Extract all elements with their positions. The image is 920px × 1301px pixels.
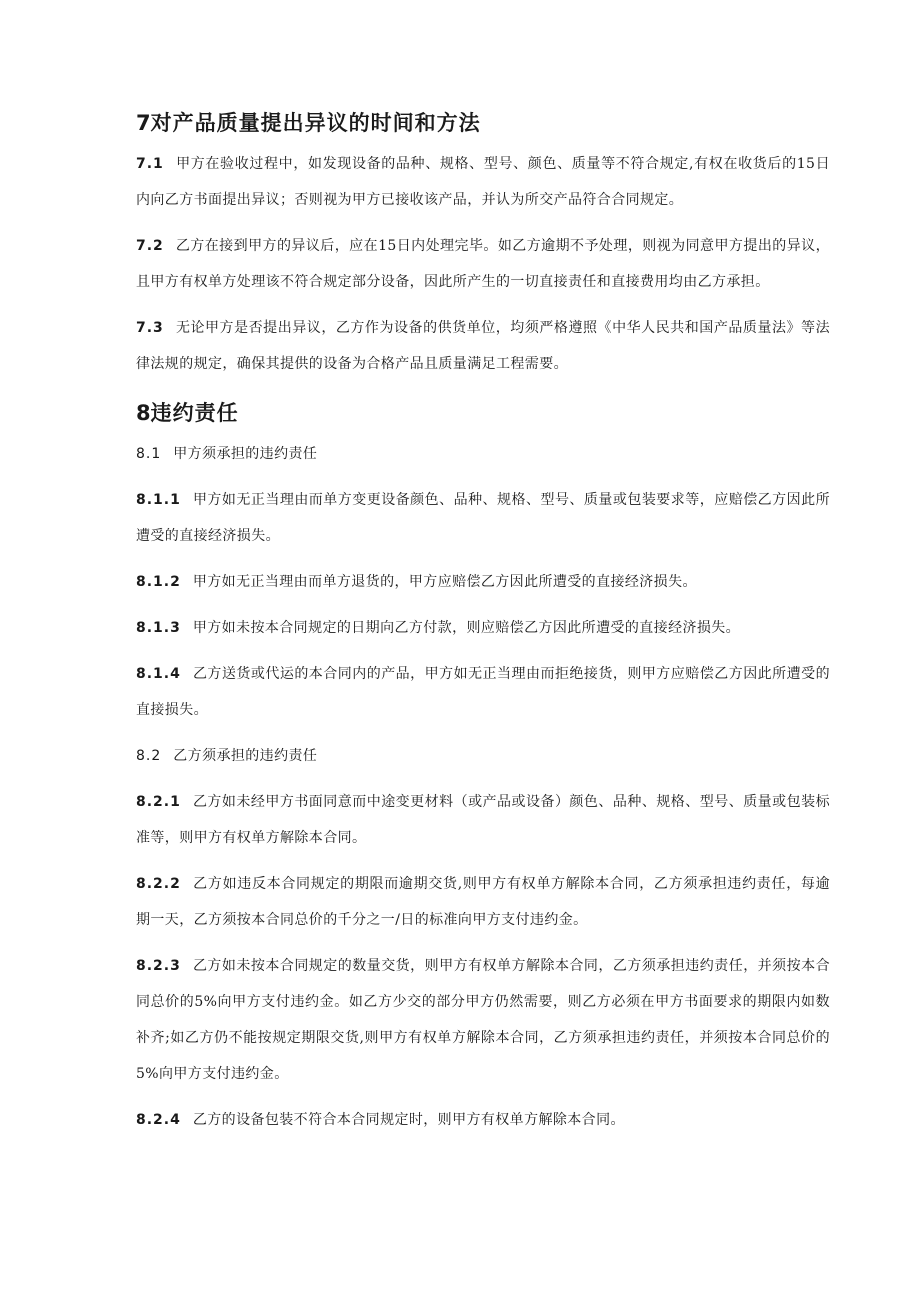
clause-8-1-4 — [136, 656, 830, 728]
clause-text: 甲方如无正当理由而单方退货的，甲方应赔偿乙方因此所遭受的直接经济损失。 — [192, 574, 697, 590]
clause-text: 乙方送货或代运的本合同内的产品，甲方如无正当理由而拒绝接货，则甲方应赔偿乙方因此所遭受的直接损失。 — [136, 666, 830, 718]
section-title: 违约责任 — [150, 400, 239, 425]
clause-number: 8.2.4 — [136, 1112, 181, 1128]
clause-number: 7.1 — [136, 156, 164, 172]
clause-text: 乙方如违反本合同规定的期限而逾期交货,则甲方有权单方解除本合同，乙方须承担违约责任，每逾期一天，乙方须按本合同总价的千分之一/日的标准向甲方支付违约金。 — [136, 876, 830, 928]
section-7-heading — [136, 108, 830, 138]
section-8-heading — [136, 398, 830, 428]
subsection-number: 8.1 — [136, 446, 162, 462]
clause-number: 8.1.2 — [136, 574, 181, 590]
clause-number: 7.3 — [136, 320, 164, 336]
clause-8-2-4 — [136, 1102, 830, 1138]
document-content — [136, 108, 830, 1138]
clause-number: 8.2.3 — [136, 958, 181, 974]
clause-text: 甲方在验收过程中，如发现设备的品种、规格、型号、颜色、质量等不符合规定,有权在收货后的15日内向乙方书面提出异议；否则视为甲方已接收该产品，并认为所交产品符合合同规定。 — [136, 156, 830, 208]
clause-number: 8.1.1 — [136, 492, 181, 508]
section-number: 8 — [136, 401, 151, 425]
subsection-number: 8.2 — [136, 748, 162, 764]
section-number: 7 — [136, 111, 151, 135]
clause-number: 8.2.1 — [136, 794, 181, 810]
clause-7-1 — [136, 146, 830, 218]
clause-text: 乙方如未按本合同规定的数量交货，则甲方有权单方解除本合同，乙方须承担违约责任，并须按本合同总价的5%向甲方支付违约金。如乙方少交的部分甲方仍然需要，则乙方必须在甲方书面要求的期限内如数补齐;如乙方仍不能按规定期限交货,则甲方有权单方解除本合同，乙方须承担违约责任，并须按本合同总价的5%向甲方支付违约金。 — [136, 958, 830, 1082]
clause-number: 8.1.4 — [136, 666, 181, 682]
clause-8-1-1 — [136, 482, 830, 554]
clause-number: 8.2.2 — [136, 876, 181, 892]
clause-8-1-2 — [136, 564, 830, 600]
clause-7-2 — [136, 228, 830, 300]
clause-8-2-3 — [136, 948, 830, 1092]
subsection-title: 乙方须承担的违约责任 — [173, 748, 318, 764]
clause-text: 乙方的设备包装不符合本合同规定时，则甲方有权单方解除本合同。 — [192, 1112, 625, 1128]
clause-text: 乙方在接到甲方的异议后，应在15日内处理完毕。如乙方逾期不予处理，则视为同意甲方提出的异议，且甲方有权单方处理该不符合规定部分设备，因此所产生的一切直接责任和直接费用均由乙方承担。 — [136, 238, 830, 290]
clause-8-2-1 — [136, 784, 830, 856]
clause-text: 乙方如未经甲方书面同意而中途变更材料（或产品或设备）颜色、品种、规格、型号、质量或包装标准等，则甲方有权单方解除本合同。 — [136, 794, 830, 846]
subsection-8-2-heading — [136, 738, 830, 774]
clause-text: 无论甲方是否提出异议，乙方作为设备的供货单位，均须严格遵照《中华人民共和国产品质量法》等法律法规的规定，确保其提供的设备为合格产品且质量满足工程需要。 — [136, 320, 830, 372]
subsection-8-1-heading — [136, 436, 830, 472]
subsection-title: 甲方须承担的违约责任 — [173, 446, 318, 462]
clause-number: 8.1.3 — [136, 620, 181, 636]
clause-7-3 — [136, 310, 830, 382]
clause-number: 7.2 — [136, 238, 164, 254]
clause-8-1-3 — [136, 610, 830, 646]
clause-text: 甲方如未按本合同规定的日期向乙方付款，则应赔偿乙方因此所遭受的直接经济损失。 — [192, 620, 741, 636]
section-title: 对产品质量提出异议的时间和方法 — [150, 110, 481, 135]
clause-8-2-2 — [136, 866, 830, 938]
clause-text: 甲方如无正当理由而单方变更设备颜色、品种、规格、型号、质量或包装要求等，应赔偿乙方因此所遭受的直接经济损失。 — [136, 492, 830, 544]
